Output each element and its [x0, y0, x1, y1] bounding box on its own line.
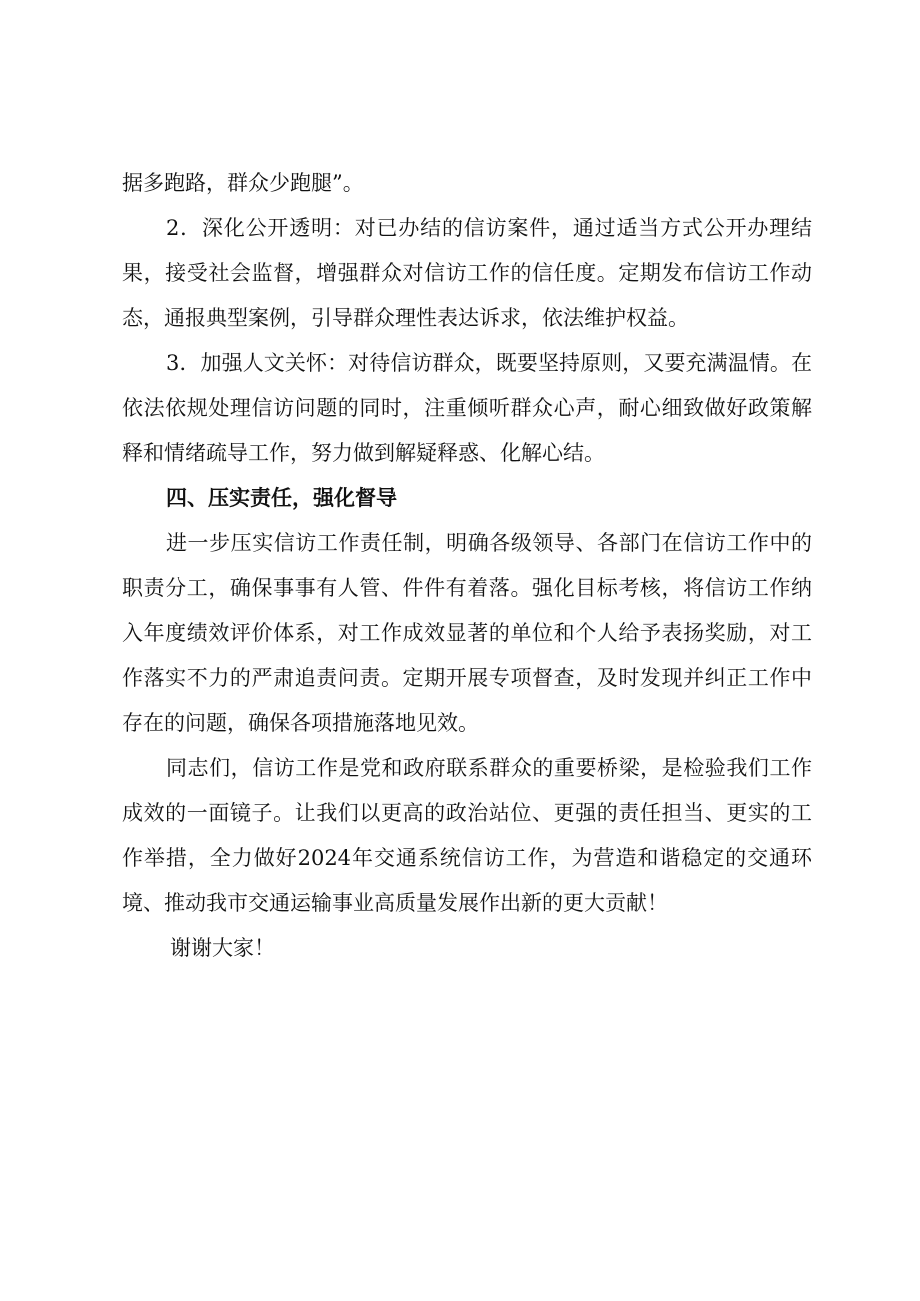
paragraph-item-3: 3．加强人文关怀：对待信访群众，既要坚持原则，又要充满温情。在依法依规处理信访问题的同时，注重倾听群众心声，耐心细致做好政策解释和情绪疏导工作，努力做到解疑释惑、化解心结。	[122, 351, 812, 465]
document-body	[122, 161, 812, 971]
paragraph-thanks: 谢谢大家！	[170, 936, 275, 960]
paragraph-responsibility: 进一步压实信访工作责任制，明确各级领导、各部门在信访工作中的职责分工，确保事事有人管、件件有着落。强化目标考核，将信访工作纳入年度绩效评价体系，对工作成效显著的单位和个人给予表扬奖励，对工作落实不力的严肃追责问责。定期开展专项督查，及时发现并纠正工作中存在的问题，确保各项措施落地见效。	[122, 531, 812, 735]
section-heading-4: 四、压实责任，强化督导	[166, 486, 397, 510]
paragraph-closing: 同志们，信访工作是党和政府联系群众的重要桥梁，是检验我们工作成效的一面镜子。让我们以更高的政治站位、更强的责任担当、更实的工作举措，全力做好2024年交通系统信访工作，为营造和谐稳定的交通环境、推动我市交通运输事业高质量发展作出新的更大贡献！	[122, 756, 812, 915]
paragraph-item-2: 2．深化公开透明：对已办结的信访案件，通过适当方式公开办理结果，接受社会监督，增强群众对信访工作的信任度。定期发布信访工作动态，通报典型案例，引导群众理性表达诉求，依法维护权益。	[122, 216, 812, 330]
paragraph-continuation: 据多跑路，群众少跑腿”。	[122, 171, 364, 195]
